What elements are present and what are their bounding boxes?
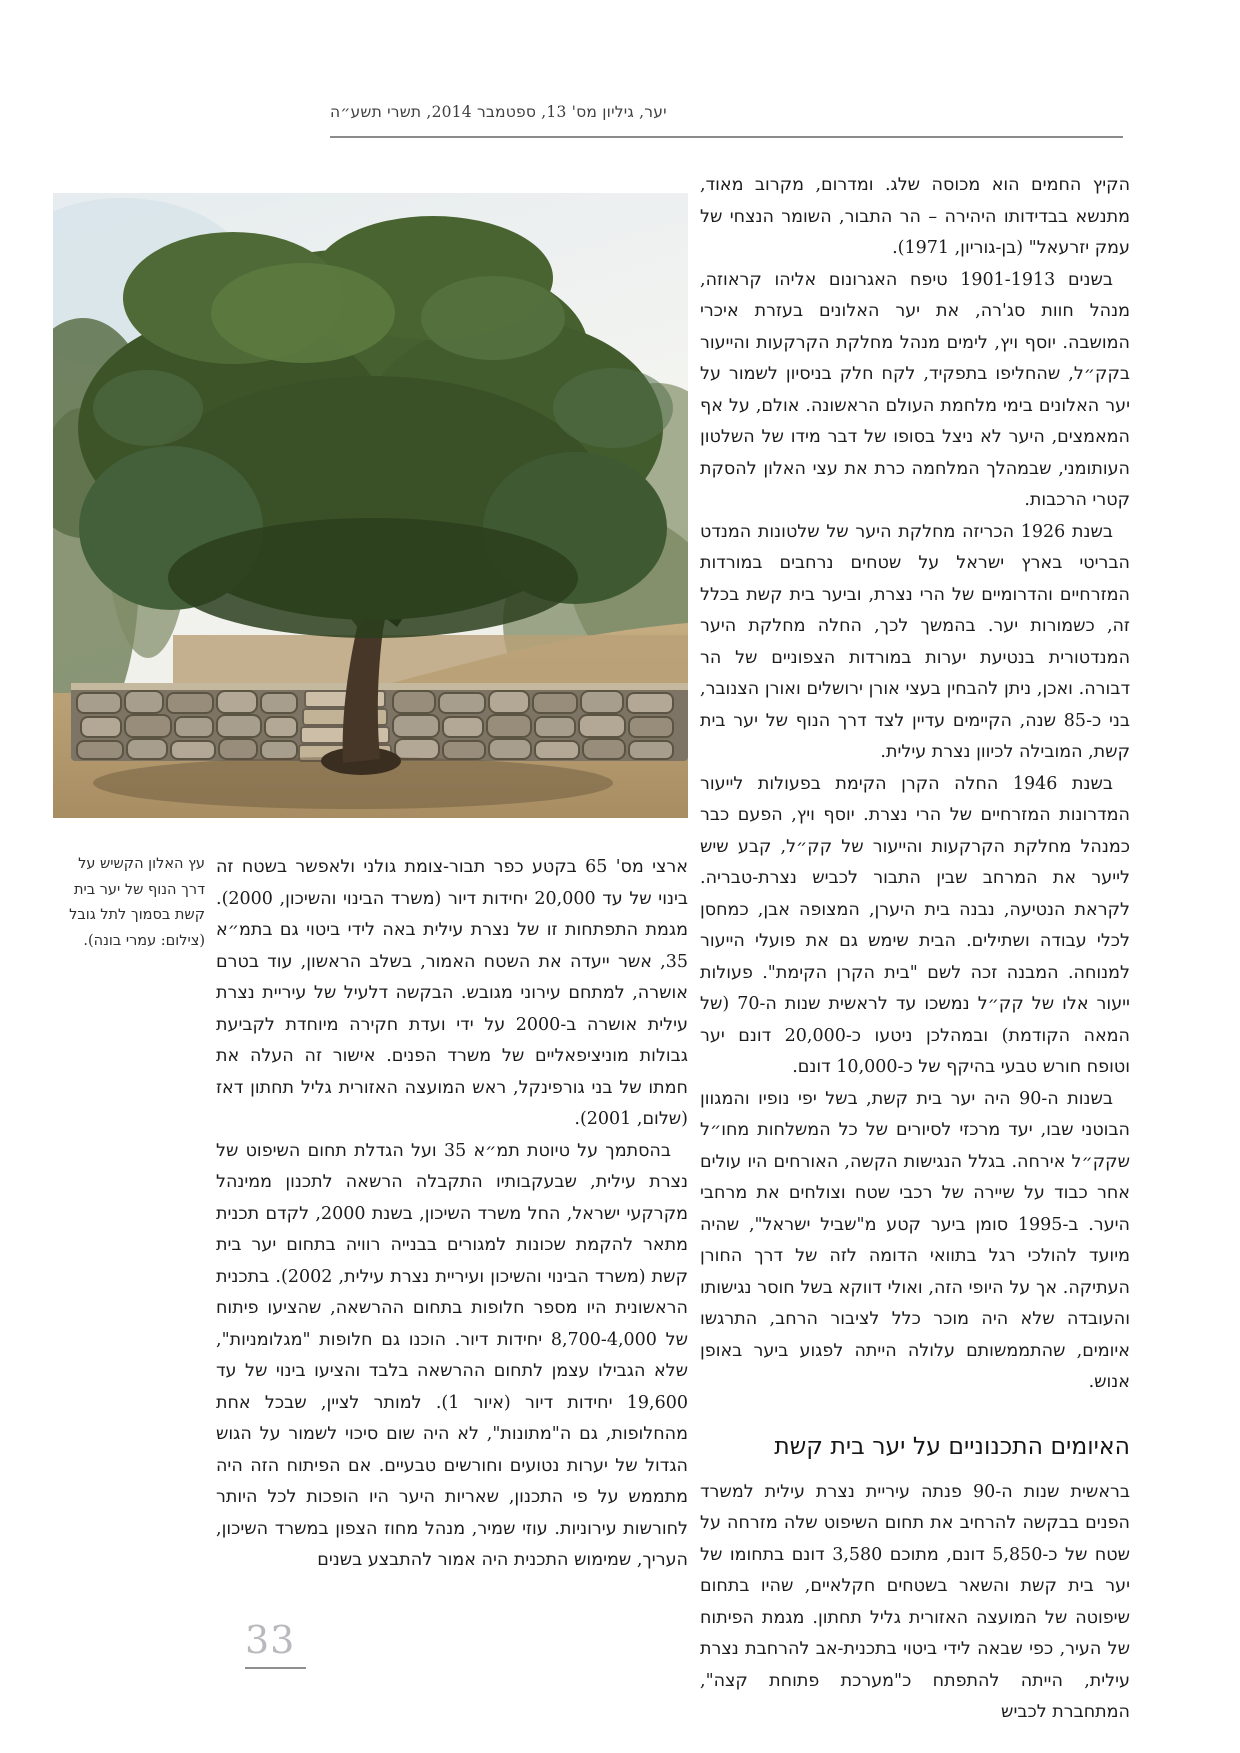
oak-tree-photo	[53, 193, 688, 818]
paragraph: בשנים 1901-1913 טיפח האגרונום אליהו קראוזה, מנהל חוות סג'רה, את יער האלונים בעזרת איכרי המושבה. יוסף ויץ, לימים מנהל מחלקת הקרקעות והייעור בקק״ל, שהחליפו בתפקיד, לקח חלק בניסיון לשמור על יער האלונים בימי מלחמת העולם הראשונה. אולם, על אף המאמצים, היער לא ניצל בסופו של דבר מידו של השלטון העותומני, שבמהלך המלחמה כרת את עצי האלון להסקת קטרי הרכבות.	[700, 269, 1130, 510]
left-column	[216, 852, 688, 1612]
paragraph: בשנות ה-90 היה יער בית קשת, בשל יפי נופיו והמגוון הבוטני שבו, יעד מרכזי לסיורים של כל המשלחות מחו״ל שקק״ל אירחה. בגלל הנגישות הקשה, האורחים היו עולים אחר כבוד על שיירה של רכבי שטח וצולחים את מרחבי היער. ב-1995 סומן ביער קטע מ"שביל ישראל", שהיה מיועד להולכי רגל בתוואי הדומה לזה של דרך החורן העתיקה. אך על היופי הזה, ואולי דווקא בשל חוסר נגישותו והעובדה שלא היה מוכר כלל לציבור הרחב, התרגשו איומים, שהתממשותם עלולה הייתה לפגוע ביער באופן אנוש.	[700, 1088, 1130, 1392]
paragraph: הקיץ החמים הוא מכוסה שלג. ומדרום, מקרוב מאוד, מתנשא בבדידותו היהירה – הר התבור, השומר הנצחי של עמק יזרעאל" (בן-גוריון, 1971).	[700, 175, 1130, 258]
oak-tree-illustration	[53, 193, 688, 818]
paragraph: ארצי מס' 65 בקטע כפר תבור-צומת גולני ולאפשר בשטח זה בינוי של עד 20,000 יחידות דיור (משרד הבינוי והשיכון, 2000). מגמת התפתחות זו של נצרת עילית באה לידי ביטוי גם בתמ״א 35, אשר ייעדה את השטח האמור, בשלב הראשון, עוד בטרם אושרה, למתחם עירוני מגובש. הבקשה דלעיל של עיריית נצרת עילית אושרה ב-2000 על ידי ועדת חקירה מיוחדת לקביעת גבולות מוניציפאליים של משרד הפנים. אישור זה העלה את חמתו של בני גורפינקל, ראש המועצה האזורית גליל תחתון דאז (שלום, 2001).	[216, 857, 688, 1129]
page-number-rule	[245, 1667, 306, 1669]
running-header: יער, גיליון מס' 13, ספטמבר 2014, תשרי תשע״ה	[330, 103, 667, 121]
header-divider	[330, 136, 1123, 138]
paragraph: בשנת 1946 החלה הקרן הקימת בפעולות לייעור המדרונות המזרחיים של הרי נצרת. יוסף ויץ, הפעם כבר כמנהל מחלקת הקרקעות והייעור של קק״ל, קבע שיש לייער את המרחב שבין התבור לכביש נצרת-טבריה. לקראת הנטיעה, נבנה בית היערן, המצופה אבן, כמחסן לכלי עבודה ושתילים. הבית שימש גם את פועלי הייעור למנוחה. המבנה זכה לשם "בית הקרן הקימת". פעולות ייעור אלו של קק״ל נמשכו עד לראשית שנות ה-70 (של המאה הקודמת) ובמהלכן ניטעו כ-20,000 דונם יער וטופח חורש טבעי בהיקף של כ-10,000 דונם.	[700, 773, 1130, 1077]
section-heading: האיומים התכנוניים על יער בית קשת	[774, 1431, 1130, 1460]
paragraph: בראשית שנות ה-90 פנתה עיריית נצרת עילית למשרד הפנים בבקשה להרחיב את תחום השיפוט שלה מזרחה על שטח של כ-5,850 דונם, מתוכם 3,580 דונם בתחומו של יער בית קשת והשאר בשטחים חקלאיים, שהיו בתחום שיפוטה של המועצה האזורית גליל תחתון. מגמת הפיתוח של העיר, כפי שבאה לידי ביטוי בתכנית-אב להרחבת נצרת עילית, הייתה להתפתח כ"מערכת פתוחת קצה", המתחברת לכביש	[700, 1481, 1131, 1722]
page-number: 33	[245, 1618, 296, 1662]
paragraph: בשנת 1926 הכריזה מחלקת היער של שלטונות המנדט הבריטי בארץ ישראל על שטחים נרחבים במורדות המזרחיים והדרומיים של הרי נצרת, וביער בית קשת בכלל זה, כשמורות יער. בהמשך לכך, החלה מחלקת היער המנדטורית בנטיעת יערות במורדות הצפוניים של הר דבורה. ואכן, ניתן להבחין בעצי אורן ירושלים ואורן הצנובר, בני כ-85 שנה, הקיימים עדיין לצד דרך הנוף של יער בית קשת, המובילה לכיוון נצרת עילית.	[700, 521, 1130, 762]
photo-caption: עץ האלון הקשיש על דרך הנוף של יער בית קשת בסמוך לתל גובל (צילום: עמרי בונה).	[69, 856, 205, 949]
paragraph: בהסתמך על טיוטת תמ״א 35 ועל הגדלת תחום השיפוט של נצרת עילית, שבעקבותיו התקבלה הרשאה לתכנון ממינהל מקרקעי ישראל, החל משרד השיכון, בשנת 2000, לקדם תכנית מתאר להקמת שכונות למגורים בבנייה רוויה בתחום יער בית קשת (משרד הבינוי והשיכון ועיריית נצרת עילית, 2002). בתכנית הראשונית היו מספר חלופות בתחום ההרשאה, שהציעו פיתוח של 8,700-4,000 יחידות דיור. הוכנו גם חלופות "מגלומניות", שלא הגבילו עצמן לתחום ההרשאה בלבד והציעו בינוי של עד 19,600 יחידות דיור (איור 1). למותר לציין, שבכל אחת מהחלופות, גם ה"מתונות", לא היה שום סיכוי לשמור על הגוש הגדול של יערות נטועים וחורשים טבעיים. אם הפיתוח הזה היה מתממש על פי התכנון, שאריות היער היו הופכות לכל היותר לחורשות עירוניות. עוזי שמיר, מנהל מחוז הצפון במשרד השיכון, העריך, שמימוש התכנית היה אמור להתבצע בשנים	[216, 1140, 688, 1570]
right-column	[700, 170, 1131, 1722]
